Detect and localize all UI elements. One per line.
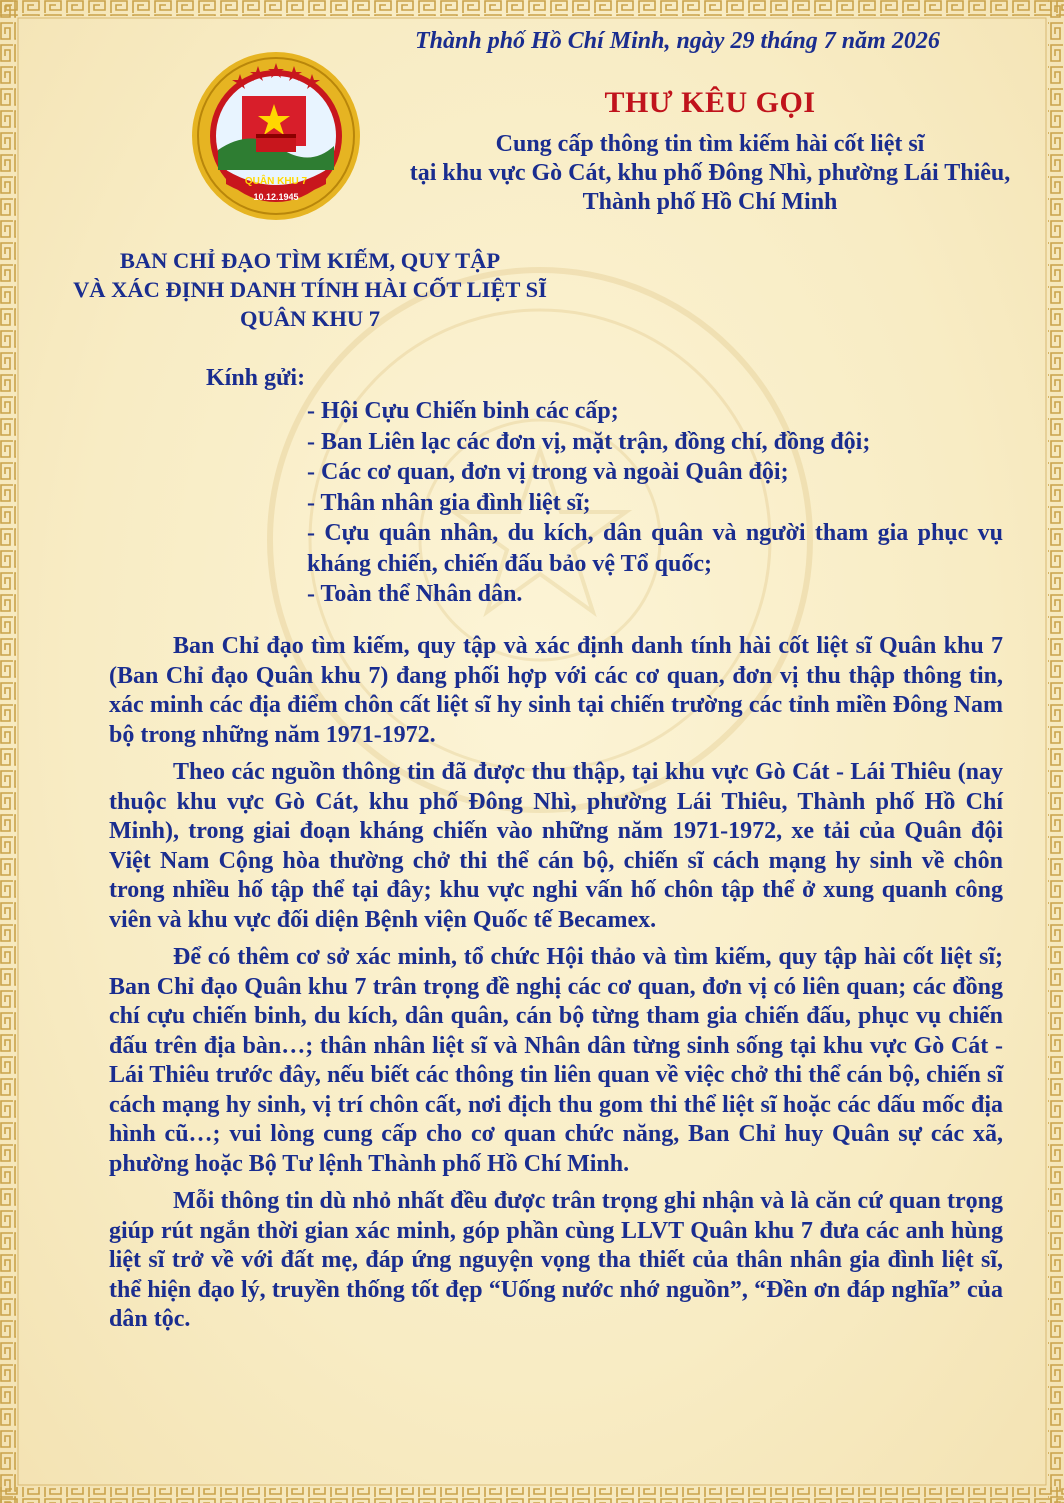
body-paragraph: Để có thêm cơ sở xác minh, tổ chức Hội thảo và tìm kiếm, quy tập hài cốt liệt sĩ; Ban Chỉ đạo Quân khu 7 trân trọng đề nghị các cơ quan, đơn vị có liên quan; các đồng chí cựu chiến binh, du kích, dân quân, cán bộ từng tham gia chiến đấu, phục vụ chiến đấu trên địa bàn…; thân nhân liệt sĩ và Nhân dân từng sinh sống tại khu vực Gò Cát - Lái Thiêu trước đây, nếu biết các thông tin liên quan về việc chở thi thể cán bộ, chiến sĩ cách mạng hy sinh, vị trí chôn cất, nơi địch thu gom thi thể liệt sĩ hoặc các dấu mốc địa hình cũ…; vui lòng cung cấp cho cơ quan chức năng, Ban Chỉ huy Quân sự các xã, phường hoặc Bộ Tư lệnh Thành phố Hồ Chí Minh.	[109, 944, 1003, 1177]
recipient-list	[307, 396, 1003, 610]
issuing-agency	[40, 246, 580, 333]
date-line: Thành phố Hồ Chí Minh, ngày 29 tháng 7 năm 2026	[415, 28, 940, 54]
list-item: - Cựu quân nhân, du kích, dân quân và người tham gia phục vụ kháng chiến, chiến đấu bảo vệ Tổ quốc;	[307, 520, 1003, 577]
letter-body	[109, 632, 1003, 1343]
body-paragraph: Mỗi thông tin dù nhỏ nhất đều được trân trọng ghi nhận và là căn cứ quan trọng giúp rút ngắn thời gian xác minh, góp phần cùng LLVT Quân khu 7 đưa các anh hùng liệt sĩ trở về với đất mẹ, đáp ứng nguyện vọng tha thiết của thân nhân gia đình liệt sĩ, thể hiện đạo lý, truyền thống tốt đẹp “Uống nước nhớ nguồn”, “Đền ơn đáp nghĩa” của dân tộc.	[109, 1188, 1003, 1332]
letter-subtitle	[365, 130, 1055, 217]
emblem-text-top: QUÂN KHU 7	[244, 176, 308, 187]
military-region-7-emblem-icon	[190, 50, 362, 222]
body-paragraph: Ban Chỉ đạo tìm kiếm, quy tập và xác định danh tính hài cốt liệt sĩ Quân khu 7 (Ban Chỉ đạo Quân khu 7) đang phối hợp với các cơ quan, đơn vị thu thập thông tin, xác minh các địa điểm chôn cất liệt sĩ hy sinh tại chiến trường các tỉnh miền Đông Nam bộ trong những năm 1971-1972.	[109, 633, 1003, 748]
greeting: Kính gửi:	[206, 365, 306, 391]
letter-title: THƯ KÊU GỌI	[604, 86, 816, 119]
list-item: - Thân nhân gia đình liệt sĩ;	[307, 489, 591, 516]
body-paragraph: Theo các nguồn thông tin đã được thu thập, tại khu vực Gò Cát - Lái Thiêu (nay thuộc khu vực Gò Cát, khu phố Đông Nhì, phường Lái Thiêu, Thành phố Hồ Chí Minh), trong giai đoạn kháng chiến vào những năm 1971-1972, xe tải của Quân đội Việt Nam Cộng hòa thường chở thi thể cán bộ, chiến sĩ cách mạng hy sinh về chôn trong nhiều hố tập thể tại đây; khu vực nghi vấn hố chôn tập thể ở xung quanh công viên và khu vực đối diện Bệnh viện Quốc tế Becamex.	[109, 759, 1003, 933]
agency-line: VÀ XÁC ĐỊNH DANH TÍNH HÀI CỐT LIỆT SĨ	[73, 277, 547, 302]
list-item: - Các cơ quan, đơn vị trong và ngoài Quân đội;	[307, 459, 789, 485]
subtitle-line: tại khu vực Gò Cát, khu phố Đông Nhì, phường Lái Thiêu,	[409, 160, 1011, 186]
emblem-text-bottom: 10.12.1945	[253, 192, 299, 202]
agency-line: QUÂN KHU 7	[240, 306, 380, 331]
list-item: - Hội Cựu Chiến binh các cấp;	[307, 398, 619, 424]
subtitle-line: Thành phố Hồ Chí Minh	[582, 189, 838, 215]
subtitle-line: Cung cấp thông tin tìm kiếm hài cốt liệt sĩ	[495, 131, 925, 157]
agency-line: BAN CHỈ ĐẠO TÌM KIẾM, QUY TẬP	[119, 248, 501, 273]
list-item: - Toàn thể Nhân dân.	[307, 581, 523, 607]
list-item: - Ban Liên lạc các đơn vị, mặt trận, đồng chí, đồng đội;	[307, 428, 871, 455]
